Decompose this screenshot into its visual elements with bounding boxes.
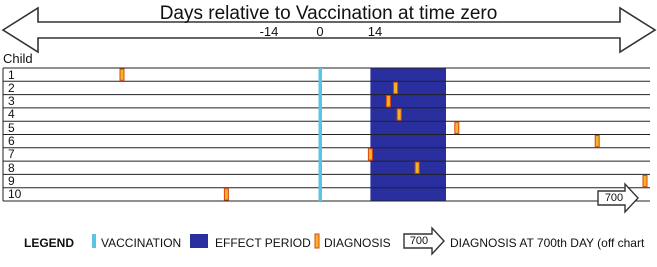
diagnosis-marker — [386, 96, 390, 107]
row-label: 8 — [8, 160, 15, 175]
legend-diagnosis-label: DIAGNOSIS — [324, 236, 391, 250]
legend-off-chart-arrow-label: 700 — [409, 235, 429, 247]
row-label: 5 — [8, 120, 15, 135]
row-label: 2 — [8, 80, 15, 95]
diagnosis-marker — [643, 175, 647, 186]
diagnosis-marker — [394, 82, 398, 93]
tick-label-14: 14 — [367, 24, 383, 39]
legend-off-chart-label: DIAGNOSIS AT 700th DAY (off chart — [450, 236, 645, 250]
diagnosis-marker — [455, 122, 459, 133]
row-label: 9 — [8, 173, 15, 188]
diagnosis-marker — [595, 136, 599, 147]
row-grid — [3, 68, 650, 201]
row-label: 4 — [8, 107, 15, 122]
row-label: 10 — [8, 187, 22, 202]
legend-vaccination-swatch — [92, 234, 96, 248]
diagnosis-marker — [368, 149, 372, 160]
diagnosis-marker — [415, 162, 419, 173]
tick-label-0: 0 — [316, 24, 324, 39]
vaccination-line — [319, 68, 323, 201]
legend-effect-period-swatch — [190, 234, 208, 248]
row-label: 3 — [8, 94, 15, 109]
legend-vaccination-label: VACCINATION — [101, 236, 182, 250]
legend-effect-period-label: EFFECT PERIOD — [215, 236, 311, 250]
tick-label-minus-14: -14 — [259, 24, 279, 39]
diagnosis-marker — [120, 69, 124, 80]
row-label: 7 — [8, 147, 15, 162]
legend-title: LEGEND — [24, 236, 75, 250]
row-label: 1 — [8, 67, 15, 82]
diagnosis-marker — [397, 109, 401, 120]
diagnosis-marker — [224, 189, 228, 200]
legend-diagnosis-swatch — [315, 234, 319, 248]
axis-title: Days relative to Vaccination at time zero — [159, 3, 498, 24]
row-label: 6 — [8, 134, 15, 148]
off-chart-arrow-label: 700 — [604, 192, 624, 204]
rows-header: Child — [3, 51, 33, 66]
